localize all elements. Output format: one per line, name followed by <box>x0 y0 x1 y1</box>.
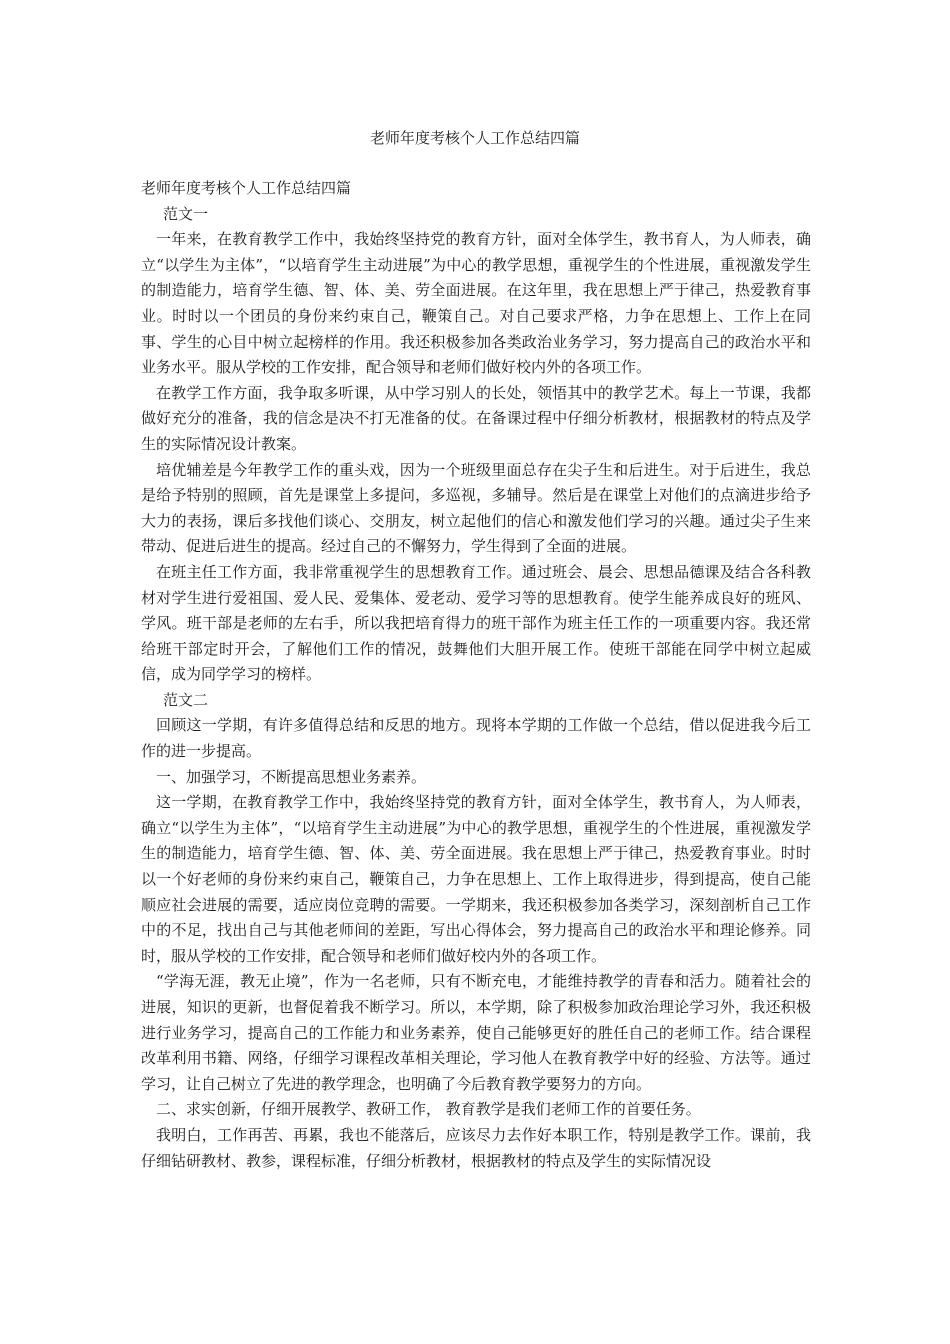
paragraph: 在教学工作方面，我争取多听课，从中学习别人的长处，领悟其中的教学艺术。每上一节课，我都做好充分的准备，我的信念是决不打无准备的仗。在备课过程中仔细分析教材，根据教材的特点及学生的实际情况设计教案。 <box>141 383 811 453</box>
page-title: 老师年度考核个人工作总结四篇 <box>369 129 580 147</box>
section-label: 范文一 <box>163 204 209 223</box>
paragraph: 一年来，在教育教学工作中，我始终坚持党的教育方针，面对全体学生，教书育人，为人师表，确立“以学生为主体”，“以培育学生主动进展”为中心的教学思想，重视学生的个性进展，重视激发学生的制造能力，培育学生德、智、体、美、劳全面进展。在这年里，我在思想上严于律己，热爱教育事业。时时以一个团员的身份来约束自己，鞭策自己。对自己要求严格，力争在思想上、工作上在同事、学生的心目中树立起榜样的作用。我还积极参加各类政治业务学习，努力提高自己的政治水平和业务水平。服从学校的工作安排，配合领导和老师们做好校内外的各项工作。 <box>141 230 811 377</box>
paragraph: 回顾这一学期，有许多值得总结和反思的地方。现将本学期的工作做一个总结，借以促进我今后工作的进一步提高。 <box>141 716 811 761</box>
paragraph: 我明白，工作再苦、再累，我也不能落后，应该尽力去作好本职工作，特别是教学工作。课前，我仔细钻研教材、教参，课程标准，仔细分析教材，根据教材的特点及学生的实际情况设 <box>141 1125 811 1170</box>
subheading: 二、求实创新，仔细开展教学、教研工作， 教育教学是我们老师工作的首要任务。 <box>156 1100 701 1119</box>
paragraph: 这一学期，在教育教学工作中，我始终坚持党的教育方针，面对全体学生，教书育人，为人师表，确立“以学生为主体”，“以培育学生主动进展”为中心的教学思想，重视学生的个性进展，重视激发学生的制造能力，培育学生德、智、体、美、劳全面进展。我在思想上严于律己，热爱教育事业。时时以一个好老师的身份来约束自己，鞭策自己，力争在思想上、工作上取得进步，得到提高，使自己能顺应社会进展的需要，适应岗位竞聘的需要。一学期来，我还积极参加各类学习，深刻剖析自己工作中的不足，找出自己与其他老师间的差距，写出心得体会，努力提高自己的政治水平和理论修养。同时，服从学校的工作安排，配合领导和老师们做好校内外的各项工作。 <box>141 793 811 965</box>
subheading: 一、加强学习，不断提高思想业务素养。 <box>156 767 427 786</box>
paragraph: 培优辅差是今年教学工作的重头戏，因为一个班级里面总存在尖子生和后进生。对于后进生，我总是给予特别的照顾，首先是课堂上多提问，多巡视，多辅导。然后是在课堂上对他们的点滴进步给予大力的表扬，课后多找他们谈心、交朋友，树立起他们的信心和激发他们学习的兴趣。通过尖子生来带动、促进后进生的提高。经过自己的不懈努力，学生得到了全面的进展。 <box>141 460 811 556</box>
document-heading: 老师年度考核个人工作总结四篇 <box>141 179 352 197</box>
paragraph: 在班主任工作方面，我非常重视学生的思想教育工作。通过班会、晨会、思想品德课及结合各科教材对学生进行爱祖国、爱人民、爱集体、爱老动、爱学习等的思想教育。使学生能养成良好的班风、学风。班干部是老师的左右手，所以我把培育得力的班干部作为班主任工作的一项重要内容。我还常给班干部定时开会，了解他们工作的情况，鼓舞他们大胆开展工作。使班干部能在同学中树立起威信，成为同学学习的榜样。 <box>141 562 811 684</box>
section-label: 范文二 <box>163 690 209 709</box>
document-body <box>141 176 811 1174</box>
paragraph: “学海无涯，教无止境”，作为一名老师，只有不断充电，才能维持教学的青春和活力。随着社会的进展，知识的更新，也督促着我不断学习。所以，本学期，除了积极参加政治理论学习外，我还积极进行业务学习，提高自己的工作能力和业务素养，使自己能够更好的胜任自己的老师工作。结合课程改革利用书籍、网络，仔细学习课程改革相关理论，学习他人在教育教学中好的经验、方法等。通过学习，让自己树立了先进的教学理念，也明确了今后教育教学要努力的方向。 <box>141 972 811 1093</box>
